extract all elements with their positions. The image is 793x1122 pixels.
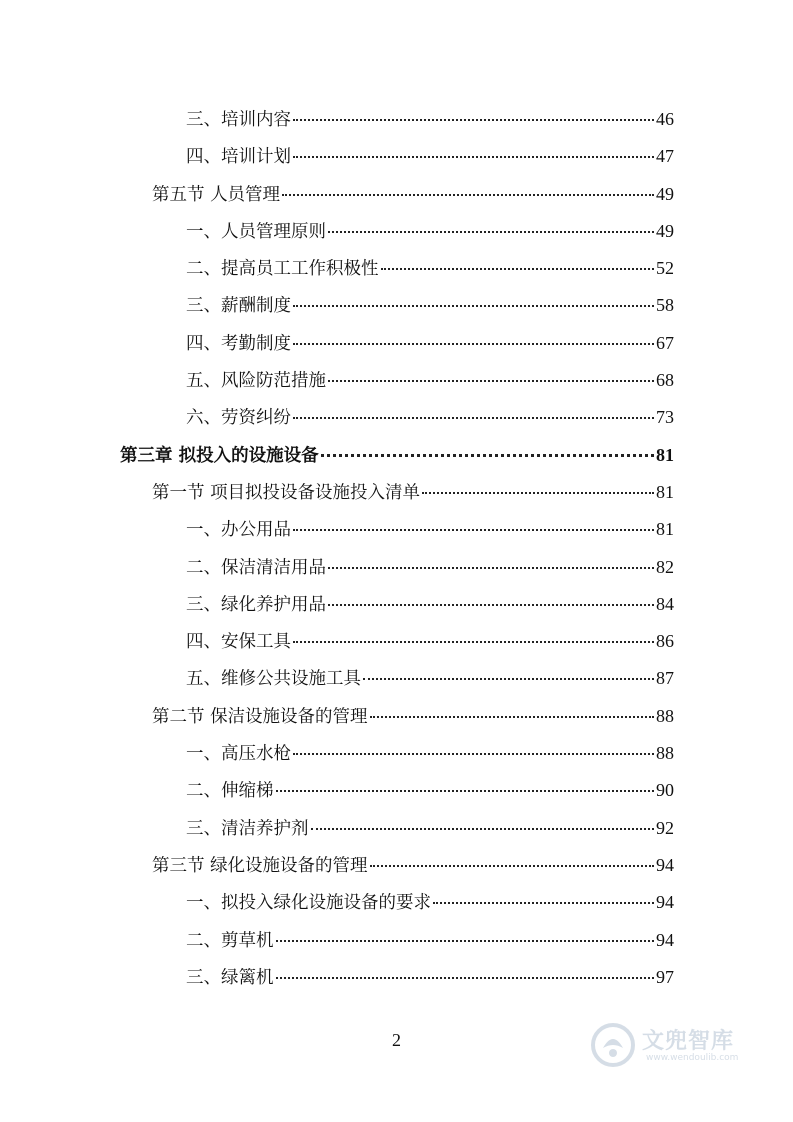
- toc-entry-label: 六、劳资纠纷: [186, 408, 291, 429]
- toc-entry[interactable]: [120, 922, 674, 959]
- toc-entry-page: 88: [656, 705, 674, 726]
- dot-leader: [328, 231, 654, 233]
- toc-entry[interactable]: [120, 959, 674, 996]
- toc-entry-page: 67: [656, 332, 674, 353]
- dot-leader: [293, 641, 654, 643]
- dot-leader: [293, 417, 654, 419]
- toc-entry[interactable]: [120, 287, 674, 324]
- dot-leader: [328, 380, 654, 382]
- table-of-contents: [120, 101, 674, 996]
- toc-entry-page: 94: [656, 892, 674, 913]
- toc-entry-page: 97: [656, 966, 674, 987]
- dot-leader: [321, 454, 654, 457]
- toc-entry-label: 三、绿化养护用品: [186, 594, 326, 615]
- toc-entry-label: 二、剪草机: [186, 930, 274, 951]
- toc-entry-page: 87: [656, 668, 674, 689]
- toc-entry[interactable]: [120, 511, 674, 548]
- toc-entry-label: 三、清洁养护剂: [186, 818, 309, 839]
- toc-entry-page: 86: [656, 631, 674, 652]
- toc-entry[interactable]: [120, 772, 674, 809]
- toc-entry[interactable]: [120, 660, 674, 697]
- toc-entry-label: 二、保洁清洁用品: [186, 557, 326, 578]
- toc-entry-page: 81: [656, 481, 674, 502]
- toc-entry-label: 四、考勤制度: [186, 333, 291, 354]
- toc-entry-label: 五、维修公共设施工具: [186, 669, 361, 690]
- dot-leader: [293, 343, 654, 345]
- watermark-name: 文兜智库: [642, 1029, 735, 1054]
- dot-leader: [293, 156, 654, 158]
- dot-leader: [363, 678, 654, 680]
- toc-entry[interactable]: [120, 810, 674, 847]
- toc-entry[interactable]: [120, 623, 674, 660]
- toc-entry-label: 五、风险防范措施: [186, 371, 326, 392]
- watermark: [590, 1020, 760, 1076]
- page-number: 2: [392, 1030, 401, 1050]
- toc-entry[interactable]: [120, 735, 674, 772]
- toc-entry[interactable]: [120, 138, 674, 175]
- toc-entry-label: 一、办公用品: [186, 520, 291, 541]
- toc-entry-label: 第三节 绿化设施设备的管理: [152, 855, 368, 876]
- dot-leader: [293, 753, 654, 755]
- dot-leader: [293, 119, 654, 121]
- toc-entry-label: 一、拟投入绿化设施设备的要求: [186, 893, 431, 914]
- watermark-url: www.wendoulib.com: [646, 1053, 739, 1063]
- dot-leader: [276, 977, 655, 979]
- toc-entry-label: 一、人员管理原则: [186, 221, 326, 242]
- toc-entry-page: 49: [656, 220, 674, 241]
- toc-entry[interactable]: [120, 586, 674, 623]
- toc-entry-page: 73: [656, 407, 674, 428]
- dot-leader: [422, 492, 654, 494]
- toc-entry-label: 三、薪酬制度: [186, 296, 291, 317]
- toc-entry-label: 二、伸缩梯: [186, 781, 274, 802]
- dot-leader: [276, 790, 655, 792]
- toc-entry-label: 一、高压水枪: [186, 744, 291, 765]
- dot-leader: [311, 828, 655, 830]
- toc-entry-page: 68: [656, 370, 674, 391]
- toc-entry-page: 52: [656, 258, 674, 279]
- toc-entry-label: 第五节 人员管理: [152, 184, 281, 205]
- dot-leader: [370, 865, 654, 867]
- toc-entry[interactable]: [120, 884, 674, 921]
- dot-leader: [433, 902, 654, 904]
- toc-entry-page: 49: [656, 183, 674, 204]
- toc-entry-label: 二、提高员工工作积极性: [186, 259, 379, 280]
- toc-entry-label: 四、安保工具: [186, 632, 291, 653]
- toc-entry[interactable]: [120, 362, 674, 399]
- wendou-logo-icon: [590, 1022, 636, 1068]
- toc-entry[interactable]: [120, 101, 674, 138]
- toc-entry-label: 第二节 保洁设施设备的管理: [152, 706, 368, 727]
- toc-entry-page: 92: [656, 817, 674, 838]
- toc-entry-page: 47: [656, 146, 674, 167]
- toc-entry-label: 三、绿篱机: [186, 967, 274, 988]
- toc-entry-page: 94: [656, 929, 674, 950]
- dot-leader: [381, 268, 655, 270]
- toc-entry[interactable]: [120, 399, 674, 436]
- toc-entry[interactable]: [120, 474, 674, 511]
- toc-entry-page: 81: [656, 519, 674, 540]
- toc-entry[interactable]: [120, 325, 674, 362]
- dot-leader: [328, 567, 654, 569]
- toc-entry-label: 第一节 项目拟投设备设施投入清单: [152, 482, 421, 503]
- toc-entry-label: 四、培训计划: [186, 147, 291, 168]
- dot-leader: [293, 305, 654, 307]
- dot-leader: [282, 194, 654, 196]
- toc-entry-page: 46: [656, 109, 674, 129]
- dot-leader: [328, 604, 654, 606]
- toc-entry[interactable]: [120, 698, 674, 735]
- toc-entry-page: 81: [656, 444, 674, 465]
- toc-entry-label: 第三章 拟投入的设施设备: [120, 445, 319, 466]
- dot-leader: [370, 716, 654, 718]
- toc-entry-page: 88: [656, 743, 674, 764]
- toc-entry[interactable]: [120, 250, 674, 287]
- toc-entry-page: 82: [656, 556, 674, 577]
- toc-entry[interactable]: [120, 437, 674, 474]
- toc-entry-label: 三、培训内容: [186, 110, 291, 130]
- toc-entry[interactable]: [120, 213, 674, 250]
- toc-entry[interactable]: [120, 847, 674, 884]
- toc-entry-page: 94: [656, 854, 674, 875]
- toc-entry[interactable]: [120, 549, 674, 586]
- toc-entry-page: 84: [656, 593, 674, 614]
- dot-leader: [276, 940, 655, 942]
- toc-entry-page: 58: [656, 295, 674, 316]
- dot-leader: [293, 529, 654, 531]
- toc-entry-page: 90: [656, 780, 674, 801]
- toc-entry[interactable]: [120, 176, 674, 213]
